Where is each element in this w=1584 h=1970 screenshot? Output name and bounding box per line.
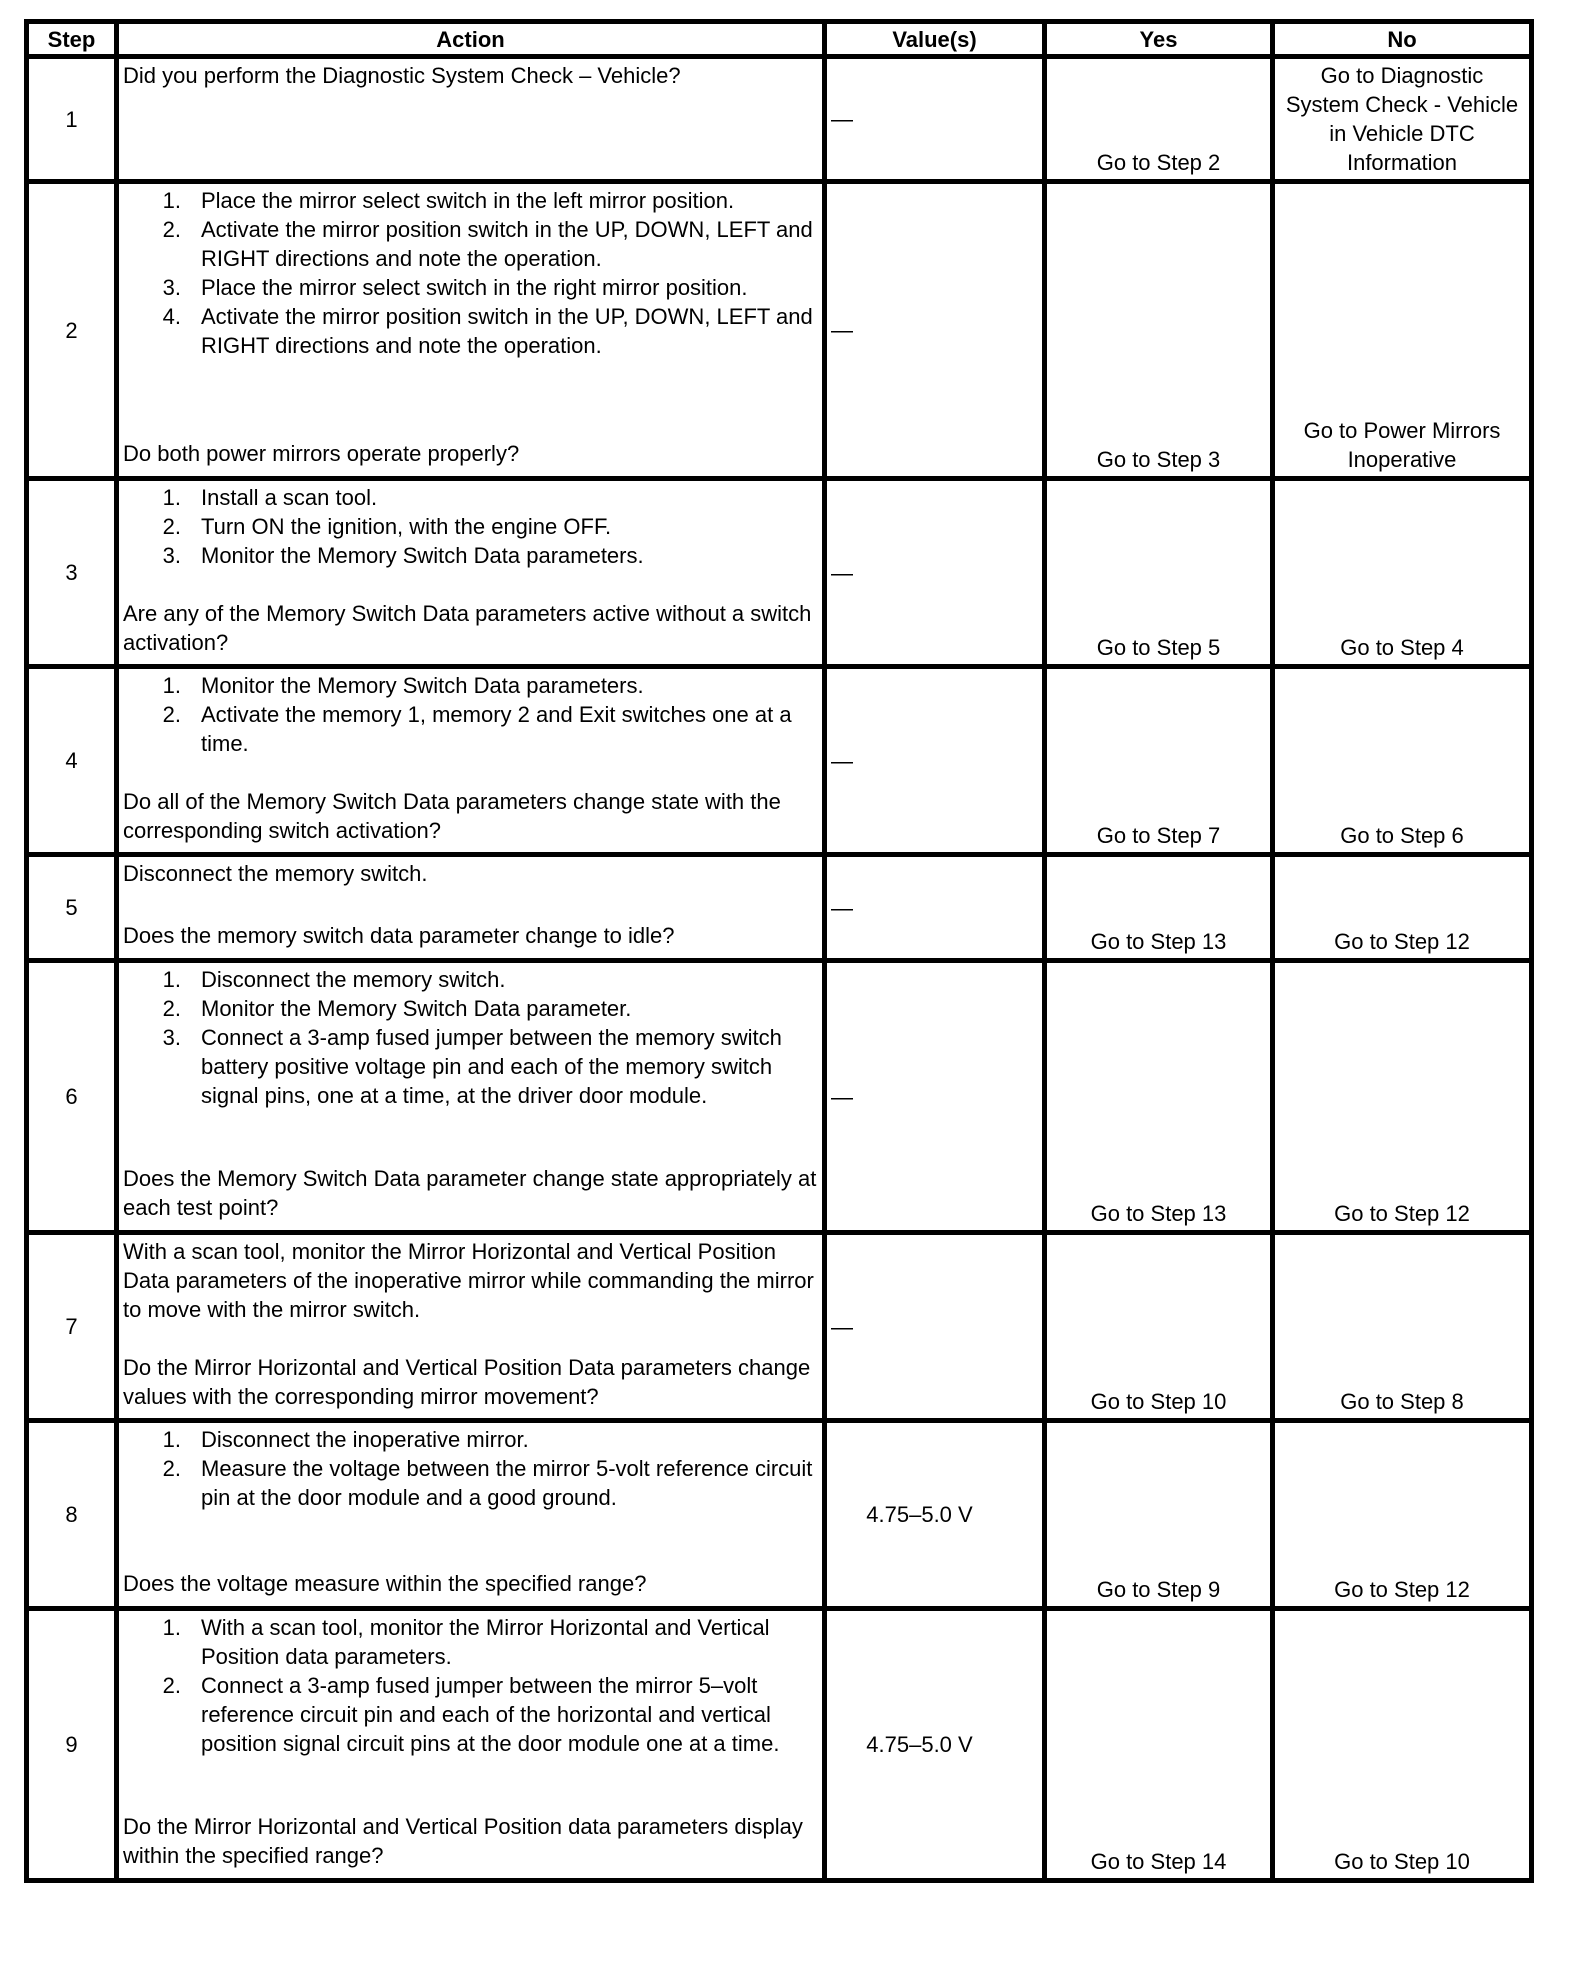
- diagnostic-table: [24, 19, 1534, 1883]
- list-item: [123, 1671, 818, 1758]
- list-item-number: 2.: [162, 514, 181, 539]
- value-text: —: [831, 748, 853, 773]
- yes-action: Go to Step 3: [1045, 182, 1273, 479]
- list-item: [123, 273, 818, 302]
- list-item: [123, 215, 818, 273]
- list-item-text: Place the mirror select switch in the right mirror position.: [201, 275, 748, 300]
- table-row: [27, 182, 1532, 479]
- table-body: [27, 57, 1532, 1881]
- action-question: Does the memory switch data parameter change to idle?: [123, 923, 675, 948]
- list-item-text: Connect a 3-amp fused jumper between the memory switch battery positive voltage pin and each of the memory switch signal pins, one at a time, at the driver door module.: [201, 1025, 782, 1108]
- yes-action: Go to Step 13: [1045, 961, 1273, 1233]
- list-item-number: 2.: [162, 217, 181, 242]
- value-text: —: [831, 317, 853, 343]
- yes-action: Go to Step 10: [1045, 1233, 1273, 1421]
- list-item: [123, 512, 818, 541]
- list-item-number: 1.: [162, 1615, 181, 1640]
- action-question: Does the Memory Switch Data parameter change state appropriately at each test point?: [123, 1166, 817, 1220]
- yes-action: Go to Step 5: [1045, 479, 1273, 667]
- table-row: [27, 1609, 1532, 1881]
- list-item: [123, 1613, 818, 1671]
- step-number: 1: [27, 57, 117, 182]
- value-cell: [825, 57, 1045, 182]
- list-item-text: Activate the mirror position switch in the UP, DOWN, LEFT and RIGHT directions and note the operation.: [201, 217, 813, 271]
- list-item: [123, 483, 818, 512]
- procedure-list: [123, 671, 818, 758]
- header-values: Value(s): [825, 22, 1045, 57]
- procedure-list: [123, 1613, 818, 1758]
- list-item-text: Turn ON the ignition, with the engine OFF.: [201, 514, 612, 539]
- value-text: —: [831, 895, 853, 920]
- list-item-number: 1.: [162, 485, 181, 510]
- no-action: Go to Step 10: [1273, 1609, 1532, 1881]
- list-item: [123, 186, 818, 215]
- list-item: [123, 671, 818, 700]
- list-item-number: 2.: [162, 1456, 181, 1481]
- list-item: [123, 1425, 818, 1454]
- table-row: [27, 855, 1532, 961]
- value-cell: [825, 1233, 1045, 1421]
- list-item-text: Activate the memory 1, memory 2 and Exit switches one at a time.: [201, 702, 792, 756]
- value-cell: [825, 479, 1045, 667]
- action-cell: [117, 855, 825, 961]
- value-cell: [825, 961, 1045, 1233]
- value-cell: [825, 1609, 1045, 1881]
- table-row: [27, 667, 1532, 855]
- procedure-list: [123, 186, 818, 360]
- action-intro: With a scan tool, monitor the Mirror Horizontal and Vertical Position Data parameters of the inoperative mirror while commanding the mirror to move with the mirror switch.: [123, 1239, 814, 1322]
- action-cell: [117, 1233, 825, 1421]
- action-cell: [117, 1609, 825, 1881]
- action-cell: [117, 1421, 825, 1609]
- value-cell: [825, 182, 1045, 479]
- step-number: 9: [27, 1609, 117, 1881]
- action-intro: Disconnect the memory switch.: [123, 861, 428, 886]
- action-question: Do all of the Memory Switch Data parameters change state with the corresponding switch activation?: [123, 789, 781, 843]
- list-item-number: 4.: [162, 304, 181, 329]
- step-number: 6: [27, 961, 117, 1233]
- list-item: [123, 700, 818, 758]
- value-text: 4.75–5.0 V: [866, 1732, 973, 1757]
- header-yes: Yes: [1045, 22, 1273, 57]
- no-action: Go to Step 4: [1273, 479, 1532, 667]
- list-item-text: Disconnect the memory switch.: [201, 967, 506, 992]
- value-text: —: [831, 106, 853, 132]
- action-cell: [117, 57, 825, 182]
- list-item-text: Connect a 3-amp fused jumper between the mirror 5–volt reference circuit pin and each of the horizontal and vertical position signal circuit pins at the door module one at a time.: [201, 1673, 780, 1756]
- list-item: [123, 302, 818, 360]
- list-item-number: 2.: [162, 702, 181, 727]
- value-text: —: [831, 1084, 853, 1109]
- step-number: 2: [27, 182, 117, 479]
- no-action: Go to Step 6: [1273, 667, 1532, 855]
- list-item-text: Measure the voltage between the mirror 5-volt reference circuit pin at the door module and a good ground.: [201, 1456, 813, 1510]
- list-item-number: 3.: [162, 543, 181, 568]
- action-question: Do the Mirror Horizontal and Vertical Position Data parameters change values with the corresponding mirror movement?: [123, 1355, 811, 1409]
- yes-action: Go to Step 9: [1045, 1421, 1273, 1609]
- procedure-list: [123, 483, 818, 570]
- header-no: No: [1273, 22, 1532, 57]
- yes-action: Go to Step 2: [1045, 57, 1273, 182]
- action-question: Does the voltage measure within the specified range?: [123, 1571, 647, 1596]
- list-item-text: Monitor the Memory Switch Data parameter.: [201, 996, 632, 1021]
- action-question: Do the Mirror Horizontal and Vertical Position data parameters display within the specified range?: [123, 1814, 803, 1868]
- action-question: Do both power mirrors operate properly?: [123, 441, 520, 466]
- action-cell: [117, 182, 825, 479]
- value-cell: [825, 667, 1045, 855]
- step-number: 7: [27, 1233, 117, 1421]
- step-number: 3: [27, 479, 117, 667]
- list-item-text: Monitor the Memory Switch Data parameters.: [201, 543, 644, 568]
- no-action: Go to Step 12: [1273, 855, 1532, 961]
- action-cell: [117, 961, 825, 1233]
- no-action: Go to Diagnostic System Check - Vehicle in Vehicle DTC Information: [1273, 57, 1532, 182]
- value-cell: [825, 855, 1045, 961]
- list-item-number: 1.: [162, 673, 181, 698]
- list-item: [123, 994, 818, 1023]
- list-item-text: Install a scan tool.: [201, 485, 378, 510]
- list-item-number: 3.: [162, 1025, 181, 1050]
- list-item: [123, 1023, 818, 1110]
- action-cell: [117, 479, 825, 667]
- header-row: [27, 22, 1532, 57]
- list-item-text: With a scan tool, monitor the Mirror Horizontal and Vertical Position data parameters.: [201, 1615, 770, 1669]
- list-item-text: Disconnect the inoperative mirror.: [201, 1427, 529, 1452]
- list-item-number: 2.: [162, 1673, 181, 1698]
- list-item: [123, 965, 818, 994]
- header-action: Action: [117, 22, 825, 57]
- value-text: —: [831, 1314, 853, 1339]
- no-action: Go to Power Mirrors Inoperative: [1273, 182, 1532, 479]
- action-intro: Did you perform the Diagnostic System Check – Vehicle?: [123, 63, 681, 88]
- table-row: [27, 479, 1532, 667]
- table-row: [27, 1421, 1532, 1609]
- value-text: —: [831, 560, 853, 585]
- list-item-text: Activate the mirror position switch in the UP, DOWN, LEFT and RIGHT directions and note the operation.: [201, 304, 813, 358]
- no-action: Go to Step 12: [1273, 1421, 1532, 1609]
- action-cell: [117, 667, 825, 855]
- table-row: [27, 961, 1532, 1233]
- table-row: [27, 1233, 1532, 1421]
- list-item-number: 1.: [162, 188, 181, 213]
- list-item-number: 1.: [162, 1427, 181, 1452]
- list-item-text: Place the mirror select switch in the left mirror position.: [201, 188, 735, 213]
- step-number: 5: [27, 855, 117, 961]
- step-number: 4: [27, 667, 117, 855]
- no-action: Go to Step 8: [1273, 1233, 1532, 1421]
- table-row: [27, 57, 1532, 182]
- no-action: Go to Step 12: [1273, 961, 1532, 1233]
- list-item-text: Monitor the Memory Switch Data parameters.: [201, 673, 644, 698]
- yes-action: Go to Step 14: [1045, 1609, 1273, 1881]
- list-item-number: 1.: [162, 967, 181, 992]
- value-cell: [825, 1421, 1045, 1609]
- yes-action: Go to Step 7: [1045, 667, 1273, 855]
- yes-action: Go to Step 13: [1045, 855, 1273, 961]
- list-item-number: 3.: [162, 275, 181, 300]
- list-item: [123, 1454, 818, 1512]
- list-item-number: 2.: [162, 996, 181, 1021]
- procedure-list: [123, 1425, 818, 1512]
- action-question: Are any of the Memory Switch Data parameters active without a switch activation?: [123, 601, 812, 655]
- step-number: 8: [27, 1421, 117, 1609]
- list-item: [123, 541, 818, 570]
- value-text: 4.75–5.0 V: [866, 1502, 973, 1527]
- header-step: Step: [27, 22, 117, 57]
- procedure-list: [123, 965, 818, 1110]
